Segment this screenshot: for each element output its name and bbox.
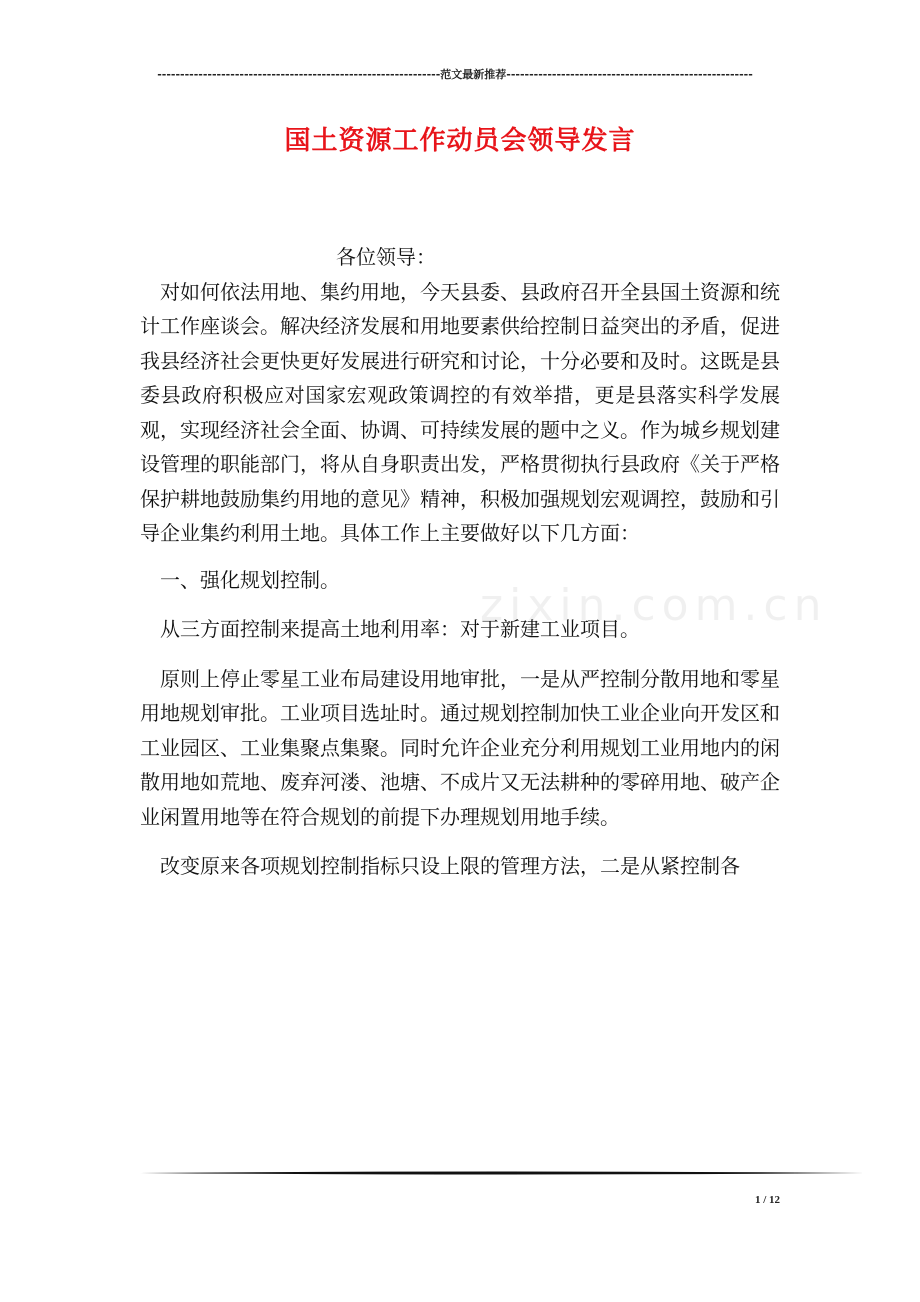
watermark: zixin.com.cn bbox=[480, 580, 828, 631]
footer-divider bbox=[140, 1171, 864, 1175]
document-title: 国土资源工作动员会领导发言 bbox=[284, 126, 636, 156]
section-heading: 一、强化规划控制。 bbox=[160, 567, 340, 592]
paragraph: 改变原来各项规划控制指标只设上限的管理方法，二是从紧控制各 bbox=[160, 854, 740, 878]
paragraph: 原则上停止零星工业布局建设用地审批，一是从严控制分散用地和零星用地规划审批。工业项目选址时。通过规划控制加快工业企业向开发区和工业园区、工业集聚点集聚。同时允许企业充分利用规划工业用地内的闲散用地如荒地、废弃河溇、池塘、不成片又无法耕种的零碎用地、破产企业闲置用地等在符合规划的前提下办理规划用地手续。 bbox=[140, 666, 780, 829]
salutation: 各位领导： bbox=[336, 245, 436, 269]
document-body bbox=[140, 240, 780, 899]
paragraph: 从三方面控制来提高土地利用率：对于新建工业项目。 bbox=[160, 617, 640, 641]
paragraph: 对如何依法用地、集约用地，今天县委、县政府召开全县国土资源和统计工作座谈会。解决经济发展和用地要素供给控制日益突出的矛盾，促进我县经济社会更快更好发展进行研究和讨论，十分必要和及时。这既是县委县政府积极应对国家宏观政策调控的有效举措，更是县落实科学发展观，实现经济社会全面、协调、可持续发展的题中之义。作为城乡规划建设管理的职能部门，将从自身职责出发，严格贯彻执行县政府《关于严格保护耕地鼓励集约用地的意见》精神，积极加强规划宏观调控，鼓励和引导企业集约利用土地。具体工作上主要做好以下几方面： bbox=[140, 279, 780, 545]
page-number: 1 / 12 bbox=[754, 1194, 780, 1206]
header-banner: --------------------------------------------------------------范文最新推荐------------------------------------------------------ bbox=[157, 68, 753, 81]
